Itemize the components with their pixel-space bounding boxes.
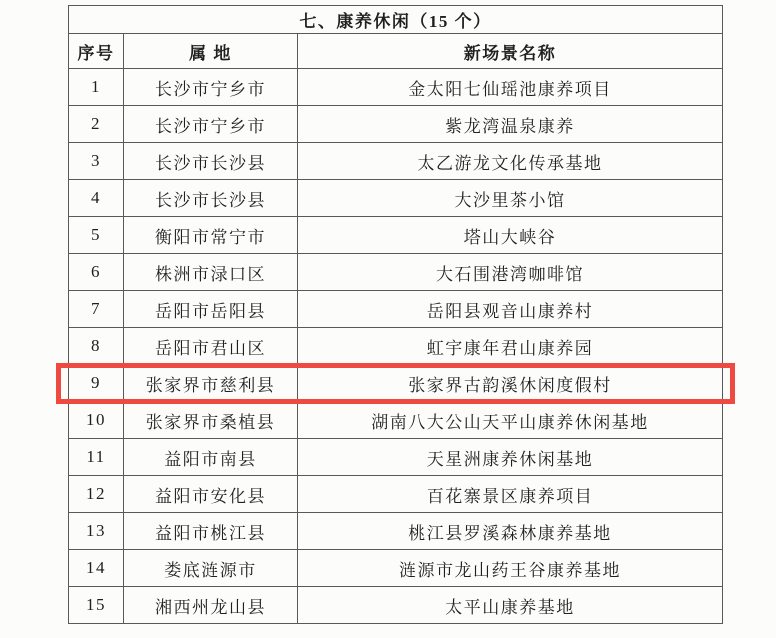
- cell-location: 益阳市南县: [124, 439, 298, 476]
- cell-index: 3: [69, 143, 124, 180]
- cell-index: 10: [69, 402, 124, 439]
- table-row: [69, 143, 723, 180]
- table-row: [69, 439, 723, 476]
- table-row: [69, 402, 723, 439]
- table-title: 七、康养休闲（15 个）: [69, 6, 723, 34]
- cell-name: 太平山康养基地: [298, 587, 723, 624]
- header-index: 序号: [69, 34, 124, 69]
- cell-index: 1: [69, 69, 124, 106]
- kangyang-leisure-table: [68, 5, 723, 624]
- cell-name: 湖南八大公山天平山康养休闲基地: [298, 402, 723, 439]
- cell-index: 6: [69, 254, 124, 291]
- cell-location: 娄底涟源市: [124, 550, 298, 587]
- cell-location: 岳阳市岳阳县: [124, 291, 298, 328]
- cell-index: 15: [69, 587, 124, 624]
- cell-name: 大石围港湾咖啡馆: [298, 254, 723, 291]
- cell-name: 太乙游龙文化传承基地: [298, 143, 723, 180]
- cell-index: 4: [69, 180, 124, 217]
- cell-name: 塔山大峡谷: [298, 217, 723, 254]
- cell-location: 湘西州龙山县: [124, 587, 298, 624]
- cell-location: 株洲市渌口区: [124, 254, 298, 291]
- cell-location: 益阳市安化县: [124, 476, 298, 513]
- cell-index: 7: [69, 291, 124, 328]
- table-row: [69, 476, 723, 513]
- table-title-row: [69, 6, 723, 34]
- cell-location: 益阳市桃江县: [124, 513, 298, 550]
- cell-index: 8: [69, 328, 124, 365]
- cell-location: 张家界市慈利县: [124, 365, 298, 402]
- cell-location: 长沙市宁乡市: [124, 106, 298, 143]
- cell-location: 衡阳市常宁市: [124, 217, 298, 254]
- cell-name: 大沙里茶小馆: [298, 180, 723, 217]
- table-row: [69, 365, 723, 402]
- cell-name: 天星洲康养休闲基地: [298, 439, 723, 476]
- cell-name: 虹宇康年君山康养园: [298, 328, 723, 365]
- table-row: [69, 254, 723, 291]
- table-row: [69, 587, 723, 624]
- header-name: 新场景名称: [298, 34, 723, 69]
- cell-name: 岳阳县观音山康养村: [298, 291, 723, 328]
- table-row: [69, 69, 723, 106]
- cell-index: 11: [69, 439, 124, 476]
- table-row: [69, 513, 723, 550]
- cell-name: 紫龙湾温泉康养: [298, 106, 723, 143]
- table-row: [69, 106, 723, 143]
- cell-index: 9: [69, 365, 124, 402]
- cell-name: 金太阳七仙瑶池康养项目: [298, 69, 723, 106]
- table-row: [69, 550, 723, 587]
- header-location: 属 地: [124, 34, 298, 69]
- table-row: [69, 291, 723, 328]
- cell-name: 涟源市龙山药王谷康养基地: [298, 550, 723, 587]
- cell-name: 百花寨景区康养项目: [298, 476, 723, 513]
- cell-name: 张家界古韵溪休闲度假村: [298, 365, 723, 402]
- table-row: [69, 328, 723, 365]
- cell-location: 长沙市长沙县: [124, 143, 298, 180]
- cell-index: 2: [69, 106, 124, 143]
- cell-index: 13: [69, 513, 124, 550]
- table-row: [69, 217, 723, 254]
- cell-location: 长沙市长沙县: [124, 180, 298, 217]
- cell-location: 岳阳市君山区: [124, 328, 298, 365]
- table-header-row: [69, 34, 723, 69]
- cell-index: 12: [69, 476, 124, 513]
- table-row: [69, 180, 723, 217]
- cell-index: 14: [69, 550, 124, 587]
- cell-location: 长沙市宁乡市: [124, 69, 298, 106]
- cell-location: 张家界市桑植县: [124, 402, 298, 439]
- cell-index: 5: [69, 217, 124, 254]
- cell-name: 桃江县罗溪森林康养基地: [298, 513, 723, 550]
